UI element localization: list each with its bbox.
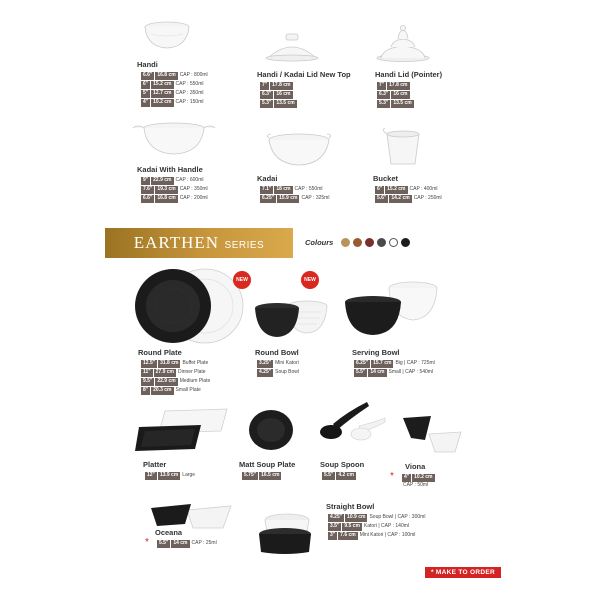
colour-swatch [365,238,374,247]
kadai-with-handle-title: Kadai With Handle [137,165,203,174]
series-title: EARTHEN [133,233,220,252]
round-plate-specs [141,360,210,396]
size-cm: 16 cm [393,90,408,97]
size-inches: 4.25" [330,514,343,520]
lid-new-top-title: Handi / Kadai Lid New Top [257,70,351,79]
round-plate-title: Round Plate [138,348,182,357]
size-cm: 20.3 cm [153,386,172,393]
size-inches: 6.25" [356,360,369,366]
spec-note: CAP : 600ml [175,177,204,183]
size-cm: 31.8 cm [160,360,179,366]
size-inches: 12.5" [143,360,156,366]
size-inches: 6.3" [262,90,272,97]
oceana-title: Oceana [155,528,183,537]
size-cm: 22.9 cm [157,377,176,384]
kadai-with-handle-specs [141,177,208,204]
size-inches: 9" [143,177,149,183]
colour-swatch [353,238,362,247]
size-cm: 12.7 cm [153,89,172,96]
lid-pointer-title: Handi Lid (Pointer) [375,70,443,79]
size-cm: 7.6 cm [340,531,356,538]
spec-row [141,81,208,89]
spec-row [141,177,208,185]
serving-bowl-specs [354,360,435,378]
spec-row [328,523,425,531]
spec-row [242,472,281,480]
size-cm: 18 cm [276,186,291,192]
size-inches: 6.6" [143,194,153,201]
series-banner [105,228,293,258]
lid-new-top-image [262,32,322,64]
size-inches: 6.3" [379,90,389,97]
serving-bowl-image [343,278,439,338]
size-inches: 5.5" [324,472,334,478]
size-inches: 5" [143,89,149,96]
size-inches: 4.25" [259,368,272,375]
size-cm: 10.2 cm [153,98,172,105]
spec-row [260,82,297,90]
lid-pointer-specs [377,82,414,109]
spec-note: CAP : 350ml [179,185,208,192]
colours-label: Colours [305,238,334,247]
lid-pointer-image [373,24,433,64]
size-inches: 6.6" [143,72,153,78]
kadai-image [265,132,333,168]
size-cm: 13.5 cm [393,99,412,106]
soup-spoon-image [319,400,389,448]
size-inches: 8" [143,386,149,393]
size-inches: 7" [262,82,268,88]
spec-row [141,369,210,377]
new-badge-plate: NEW [233,271,251,289]
size-inches: 4" [404,474,410,480]
size-cm: 15.2 cm [153,80,172,87]
spec-row [354,369,435,377]
size-inches: 9.5" [143,377,153,384]
spec-note: Dinner Plate [178,368,206,375]
spec-row [377,82,414,90]
spec-note: CAP : 250ml [413,194,442,201]
spec-row [377,100,414,108]
size-inches: 6" [377,186,383,192]
spec-note: Small Plate [175,386,201,393]
spec-row [141,72,208,80]
size-inches: 4" [143,98,149,105]
spec-row [375,186,442,194]
size-cm: 4.2 cm [338,472,354,478]
size-cm: 17.8 cm [272,82,291,88]
size-cm: 10.9 cm [347,514,366,520]
straight-bowl-title: Straight Bowl [326,502,375,511]
series-subtitle: SERIES [224,240,265,251]
catalog-page [105,0,525,600]
round-plate-image [133,268,245,344]
spec-row [375,195,442,203]
make-to-order-star-viona: * [390,471,394,482]
spec-note: Medium Plate [179,377,211,384]
size-cm: 16.8 cm [157,72,176,78]
new-badge-bowl: NEW [301,271,319,289]
matt-soup-plate-title: Matt Soup Plate [239,460,296,469]
colour-swatches [341,238,413,247]
handi-specs [141,72,208,108]
round-bowl-specs [257,360,299,378]
spec-note: CAP : 400ml [409,186,438,192]
spec-row [402,474,435,482]
spec-row [260,186,329,194]
spec-note: CAP : 200ml [179,194,208,201]
size-cm: 19.3 cm [157,185,176,192]
size-cm: 15.2 cm [387,186,406,192]
spec-note: Soup Bowl | CAP : 300ml [369,514,426,520]
bucket-image [381,128,425,168]
size-inches: 3" [330,531,336,538]
kadai-title: Kadai [257,174,278,183]
matt-soup-plate-specs [242,472,281,481]
size-cm: 16.5 cm [261,472,280,478]
spec-row [157,540,217,548]
spec-row [322,472,356,480]
size-inches: 11" [143,368,151,375]
size-cm: 9.5 cm [344,522,360,529]
colour-swatch [377,238,386,247]
spec-note: Katori | CAP : 140ml [363,522,410,529]
size-cm: 15.7 cm [373,360,392,366]
size-inches: 5.3" [379,99,389,106]
serving-bowl-title: Serving Bowl [352,348,400,357]
handi-image [137,20,197,50]
spec-note: Large [182,472,196,478]
size-inches: 7" [379,82,385,88]
soup-spoon-specs [322,472,356,481]
spec-note: Small | CAP : 540ml [388,368,434,375]
oceana-image [147,498,233,532]
size-inches: 6" [143,80,149,87]
make-to-order-star-oceana: * [145,537,149,548]
round-bowl-title: Round Bowl [255,348,299,357]
size-cm: 14 cm [370,368,385,375]
size-cm: 22.9 cm [153,177,172,183]
spec-row [354,360,435,368]
spec-row [141,195,208,203]
soup-spoon-title: Soup Spoon [320,460,365,469]
colour-swatch [389,238,398,247]
spec-row [141,387,210,395]
spec-row [145,472,195,480]
spec-row [141,99,208,107]
straight-bowl-image [255,510,317,556]
size-cm: 17.8 cm [389,82,408,88]
spec-note: Soup Bowl [275,368,300,375]
viona-title: Viona [405,462,426,471]
spec-row [328,514,425,522]
spec-row [260,195,329,203]
size-cm: 13.5 cm [276,99,295,106]
size-inches: 5.3" [262,99,272,106]
size-cm: 15.9 cm [279,194,298,201]
size-inches: 7.1" [262,186,272,192]
make-to-order-label: * MAKE TO ORDER [425,567,501,578]
spec-note: CAP : 800ml [179,72,208,78]
size-cm: 13.9 cm [159,472,179,478]
spec-row [141,378,210,386]
matt-soup-plate-image [247,408,295,452]
spec-note: Mini Katori [275,360,299,366]
colour-swatch [341,238,350,247]
spec-note: CAP : 25ml [191,540,217,546]
platter-specs [145,472,195,481]
spec-note: Mini Katori | CAP : 100ml [359,531,416,538]
straight-bowl-specs [328,514,425,541]
kadai-specs [260,186,329,204]
size-inches: 3.25" [259,360,272,366]
bucket-specs [375,186,442,204]
bucket-title: Bucket [373,174,399,183]
spec-row [141,90,208,98]
colour-swatch [401,238,410,247]
spec-note: CAP : 350ml [175,89,204,96]
viona-capacity: CAP : 50ml [403,482,429,488]
size-inches: 5.6" [377,194,387,201]
spec-row [141,360,210,368]
size-inches: 6.25" [262,194,275,201]
platter-title: Platter [143,460,167,469]
size-inches: 5.75" [244,472,257,478]
spec-row [257,360,299,368]
viona-image [401,412,465,454]
size-inches: 5.5" [356,368,366,375]
spec-row [377,91,414,99]
size-inches: 3.5" [330,522,340,529]
lid-new-top-specs [260,82,297,109]
spec-row [328,532,425,540]
spec-row [260,91,297,99]
spec-note: CAP : 550ml [175,80,204,87]
round-bowl-image [253,298,329,342]
size-inches: 12" [147,472,155,478]
spec-row [257,369,299,377]
handi-title: Handi [137,60,158,69]
spec-row [141,186,208,194]
size-cm: 16 cm [276,90,291,97]
spec-note: CAP : 550ml [294,186,323,192]
spec-note: Big | CAP : 725ml [395,360,435,366]
oceana-specs [157,540,217,549]
size-cm: 14.2 cm [391,194,410,201]
size-cm: 14 cm [173,540,188,546]
size-inches: 5.5" [159,540,169,546]
size-inches: 7.6" [143,185,153,192]
spec-note: Buffet Plate [182,360,209,366]
size-cm: 10.2 cm [414,474,433,480]
platter-image [135,405,231,455]
size-cm: 16.8 cm [157,194,176,201]
size-cm: 27.9 cm [155,368,175,375]
spec-note: CAP : 325ml [301,194,330,201]
spec-row [260,100,297,108]
kadai-with-handle-image [131,120,217,156]
spec-note: CAP : 150ml [175,98,204,105]
